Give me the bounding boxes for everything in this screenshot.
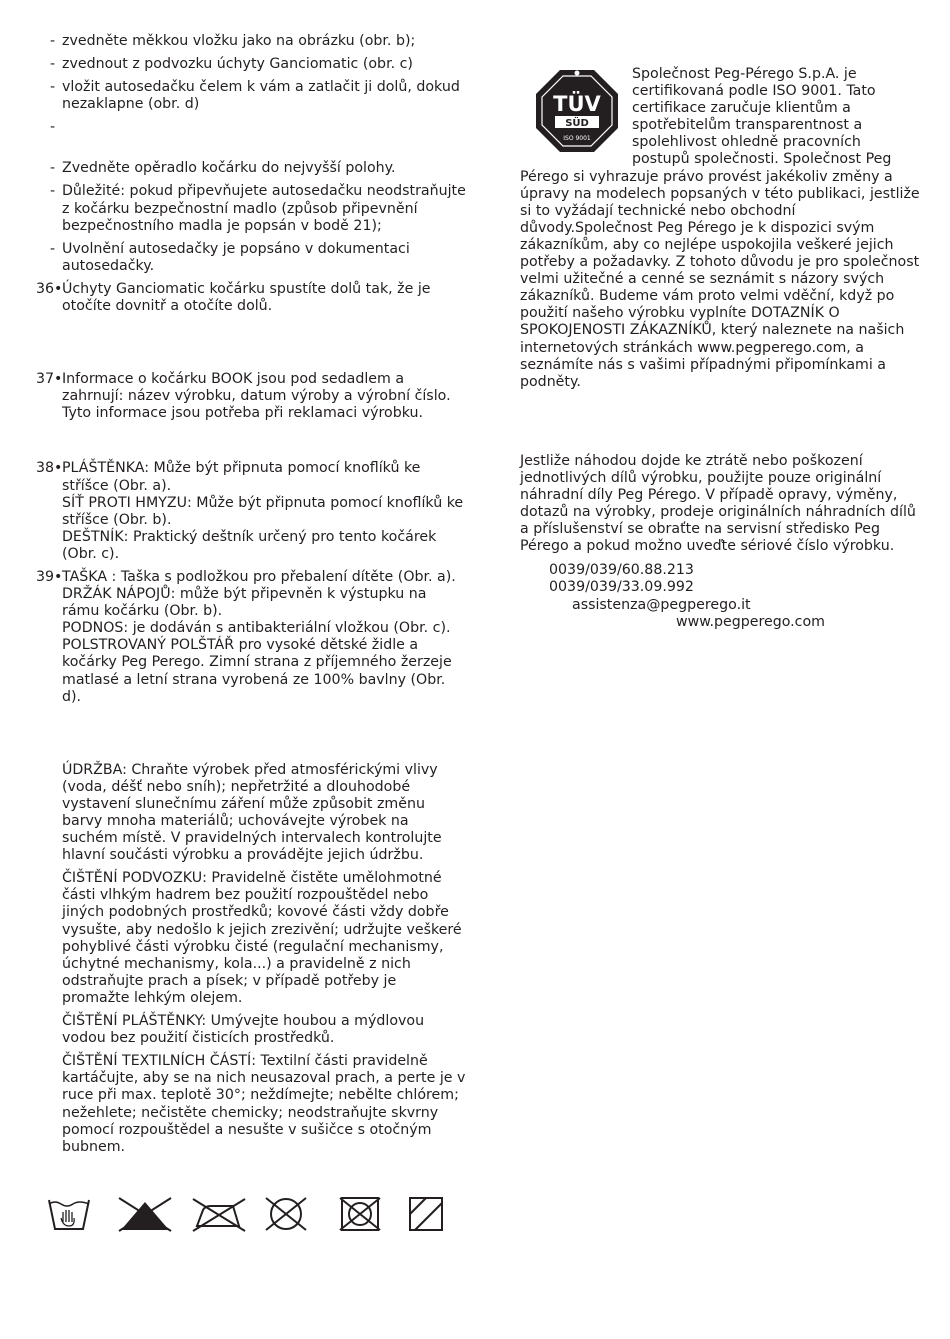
list-item: - vložit autosedačku čelem k vám a zatlačit ji dolů, dokud nezaklapne (obr. d) [50,79,460,113]
frame-cleaning-paragraph: ČIŠTĚNÍ PODVOZKU: Pravidelně čistěte umělohmotné části vlhkým hadrem bez použití rozpouštědel nebo jiných podobných prostředků; kovové části vždy dobře vysušte, aby nedošlo k jejich zrezivění; udržujte veškeré pohyblivé části výrobku čisté (regulační mechanismy, úchytné mechanismy, kola...) a pravidelně z nich odstraňujte prach a písek; v případě potřeby je promažte lehkým olejem. [62,870,462,1006]
svg-text:SÜD: SÜD [565,118,589,129]
maintenance-paragraph: ÚDRŽBA: Chraňte výrobek před atmosférickými vlivy (voda, déšť nebo sníh); nepřetržité a dlouhodobé vystavení slunečnímu záření může způsobit změnu barvy mnoha materiálů; uchovávejte výrobek na suchém místě. V pravidelných intervalech kontrolujte hlavní součásti výrobku a provádějte jejich údržbu. [62,761,442,864]
contact-block [520,562,920,630]
left-column [36,33,466,1156]
list-item: - Zvedněte opěradlo kočárku do nejvyšší polohy. [50,160,396,177]
right-column [520,66,920,631]
no-dry-clean-icon [263,1196,309,1232]
svg-text:ISO 9001: ISO 9001 [563,135,591,142]
raincover-cleaning-paragraph: ČIŠTĚNÍ PLÁŠTĚNKY: Umývejte houbou a mýdlovou vodou bez použití čisticích prostředků. [62,1013,425,1047]
textile-cleaning-paragraph: ČIŠTĚNÍ TEXTILNÍCH ČÁSTÍ: Textilní části pravidelně kartáčujte, aby se na nich neusazoval prach, a perte je v ruce při max. teplotě 30°; neždímejte; nebělte chlórem; nežehlete; nečistěte chemicky; neodstraňujte skvrny pomocí rozpouštědel a nesušte v sušičce s otočným bubnem. [62,1053,466,1155]
item-36: 36• Úchyty Ganciomatic kočárku spustíte dolů tak, že je otočíte dovnitř a otočíte dolů. [36,280,431,315]
service-text: Jestliže náhodou dojde ke ztrátě nebo poškození jednotlivých dílů výrobku, použijte pouze originální náhradní díly Peg Pérego. V případě opravy, výměny, dotazů na výrobky, prodeje originálních náhradních dílů a příslušenství se obraťte na servisní středisko Peg Pérego a pokud možno uveďte sériové číslo výrobku. [520,452,916,555]
list-item: - zvedněte měkkou vložku jako na obrázku (obr. b); [50,33,416,49]
list-item: - [50,119,56,136]
item-37: 37• Informace o kočárku BOOK jsou pod sedadlem a zahrnují: název výrobku, datum výroby a výrobní číslo. Tyto informace jsou potřeba při reklamaci výrobku. [36,371,451,422]
no-bleach-icon [117,1196,173,1232]
maintenance-section [36,762,466,1156]
svg-text:TÜV: TÜV [553,92,601,116]
dry-flat-in-shade-icon [407,1196,447,1232]
list-item: - Důležité: pokud připevňujete autosedačku neodstraňujte z kočárku bezpečnostní madlo (způsob připevnění bezpečnostního madla je popsán v bodě 21); [50,183,466,234]
certification-block [520,66,920,391]
certification-text: Společnost Peg-Pérego S.p.A. je certifikovaná podle ISO 9001. Tato certifikace zaručuje klientům a spotřebitelům transparentnost a spolehlivost ohledně pracovních postupů společnosti. Společnost Peg Pérego si vyhrazuje právo provést jakékoliv změny a úpravy na modelech popsaných v této publikaci, jestliže si to vyžádají technické nebo obchodní důvody.Společnost Peg Pérego je k dispozici svým zákazníkům, aby co nejlépe uspokojila veškeré jejich potřeby a požadavky. Z tohoto důvodu je pro společnost velmi užitečné a cenné se seznámit s názory svých zákazníků. Budeme vám proto velmi vděční, když po použití našeho výrobku vyplníte DOTAZNÍK O SPOKOJENOSTI ZÁKAZNÍKŮ, který naleznete na našich internetových stránkách www.pegperego.com, a seznámíte nás s vašimi případnými připomínkami a podněty. [520,66,920,390]
list-item: - Uvolnění autosedačky je popsáno v dokumentaci autosedačky. [50,240,410,274]
tuv-sud-iso-9001-logo [534,68,620,154]
fax-number: 0039/039/33.09.992 [549,579,694,596]
list-item: - zvednout z podvozku úchyty Ganciomatic (obr. c) [50,56,413,73]
no-tumble-dry-icon [337,1196,383,1232]
car-seat-notes [36,160,466,275]
item-38: 38• PLÁŠTĚNKA: Může být připnuta pomocí knoflíků ke stříšce (Obr. a). SÍŤ PROTI HMYZU: Může být připnuta pomocí knoflíků ke stříšce (Obr. b). DEŠTNÍK: Praktický deštník určený pro tento kočárek (Obr. c). [36,460,464,562]
phone-number: 0039/039/60.88.213 [549,562,694,579]
item-39: 39• TAŠKA : Taška s podložkou pro přebalení dítěte (Obr. a). DRŽÁK NÁPOJŮ: může být připevněn k výstupku na rámu kočárku (Obr. b). PODNOS: je dodáván s antibakteriální vložkou (Obr. c). POLSTROVANÝ POLŠTÁŘ pro vysoké dětské židle a kočárky Peg Perego. Zimní strana z příjemného žerzeje matlasé a letní strana vyrobená ze 100% bavlny (Obr. d). [36,568,456,705]
no-iron-icon [191,1196,247,1232]
email-link[interactable]: assistenza@pegperego.it [572,596,751,613]
care-symbols [47,1196,447,1236]
website-link[interactable]: www.pegperego.com [676,613,825,630]
hand-wash-icon [47,1196,91,1232]
car-seat-steps [36,33,466,136]
